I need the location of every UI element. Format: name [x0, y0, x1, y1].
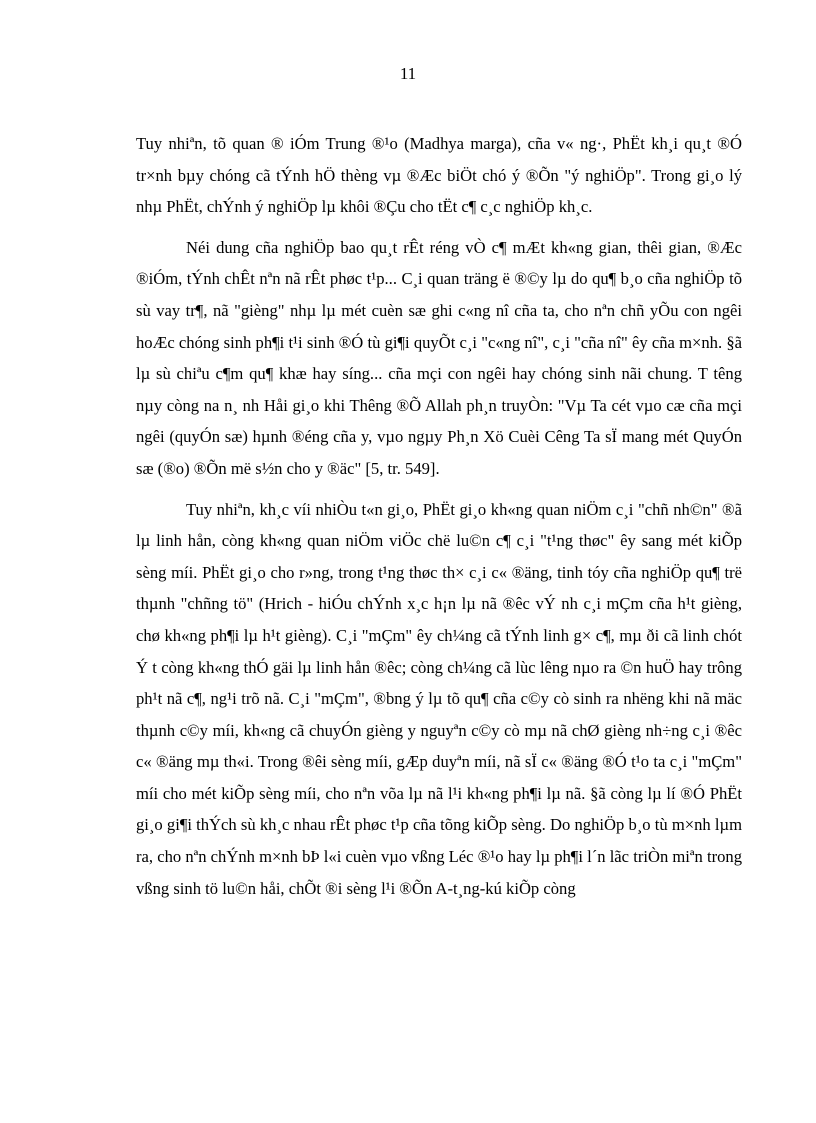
body-text — [136, 128, 742, 904]
paragraph-1: Tuy nhiªn, tõ quan ® iÓm Trung ®¹o (Madhya marga), cña v« ng·, PhËt kh¸i qu¸t ®Ó tr×nh bµy chóng cã tÝnh hÖ thèng vµ ®Æc biÖt chó ý ®Õn "ý nghiÖp". Trong gi¸o lý nhµ PhËt, chÝnh ý nghiÖp lµ khôi ®Çu cho tËt c¶ c¸c nghiÖp kh¸c. — [136, 134, 742, 217]
paragraph-2: Néi dung cña nghiÖp bao qu¸t rÊt réng vÒ c¶ mÆt kh«ng gian, thêi gian, ®Æc ®iÓm, tÝnh chÊt nªn nã rÊt phøc t¹p... C¸i quan träng ë ®©y lµ do qu¶ b¸o cña nghiÖp tõ sù vay tr¶, nã "gièng" nhµ lµ mét cuèn sæ ghi c«ng nî cña ta, cho nªn chñ yÕu con ngêi hoÆc chóng sinh ph¶i t¹i sinh ®Ó tù gi¶i quyÕt c¸i "c«ng nî", c¸i "cña nî" êy cña m×nh. §ã lµ sù chiªu c¶m qu¶ khæ hay síng... cña mçi con ngêi hay chóng sinh nãi chung. T têng nµy còng na n¸ nh Håi gi¸o khi Thêng ®Õ Allah ph¸n truyÒn: "Vµ Ta cét vµo cæ cña mçi ngêi (quyÓn sæ) hµnh ®éng cña y, vµo ngµy Ph¸n Xö Cuèi Cêng Ta sÏ mang mét QuyÓn sæ (®o) ®Õn më s½n cho y ®äc" [5, tr. 549]. — [136, 237, 742, 478]
paragraph-3: Tuy nhiªn, kh¸c víi nhiÒu t«n gi¸o, PhËt gi¸o kh«ng quan niÖm c¸i "chñ nh©n" ®ã lµ linh hån, còng kh«ng quan niÖm viÖc chë lu©n c¶ c¸i "t¹ng thøc" êy sang mét kiÕp sèng míi. PhËt gi¸o cho r»ng, trong t¹ng thøc th× c¸i c« ®äng, tinh tóy cña nghiÖp qu¶ trë thµnh "chñng tö" (Hrich - hiÓu chÝnh x¸c h¡n lµ nã ®êc vÝ nh c¸i mÇm cña h¹t gièng, chø kh«ng ph¶i lµ h¹t gièng). C¸i "mÇm" êy ch¼ng cã tÝnh linh g× c¶, mµ ði cã linh chót Ý t còng kh«ng thÓ gäi lµ linh hån ®êc; còng ch¼ng cã lùc lêng nµo ra ©n huÖ hay trông ph¹t nã c¶, ng¹i trõ nã. C¸i "mÇm", ®bng ý lµ tõ qu¶ cña c©y cò sinh ra nhëng khi nã mäc thµnh c©y míi, kh«ng cã chuyÓn gièng y nguyªn c©y cò mµ nã chØ gièng nh÷ng c¸i ®êc c« ®äng mµ th«i. Trong ®êi sèng míi, gÆp duyªn míi, nã sÏ c« ®äng ®Ó t¹o ta c¸i "mÇm" míi cho mét kiÕp sèng míi, cho nªn võa lµ nã l¹i kh«ng ph¶i lµ nã. §ã còng lµ lí ®Ó PhËt gi¸o gi¶i thÝch sù kh¸c nhau rÊt phøc t¹p cña tõng kiÕp sèng. Do nghiÖp b¸o tù m×nh lµm ra, cho nªn chÝnh m×nh bÞ l«i cuèn vµo vßng Léc ®¹o hay lµ ph¶i l´n lãc triÒn miªn trong vßng sinh tö lu©n håi, chÕt ®i sèng l¹i ®Õn A-t¸ng-kú kiÕp còng — [136, 499, 742, 898]
page-number: 11 — [399, 64, 417, 83]
